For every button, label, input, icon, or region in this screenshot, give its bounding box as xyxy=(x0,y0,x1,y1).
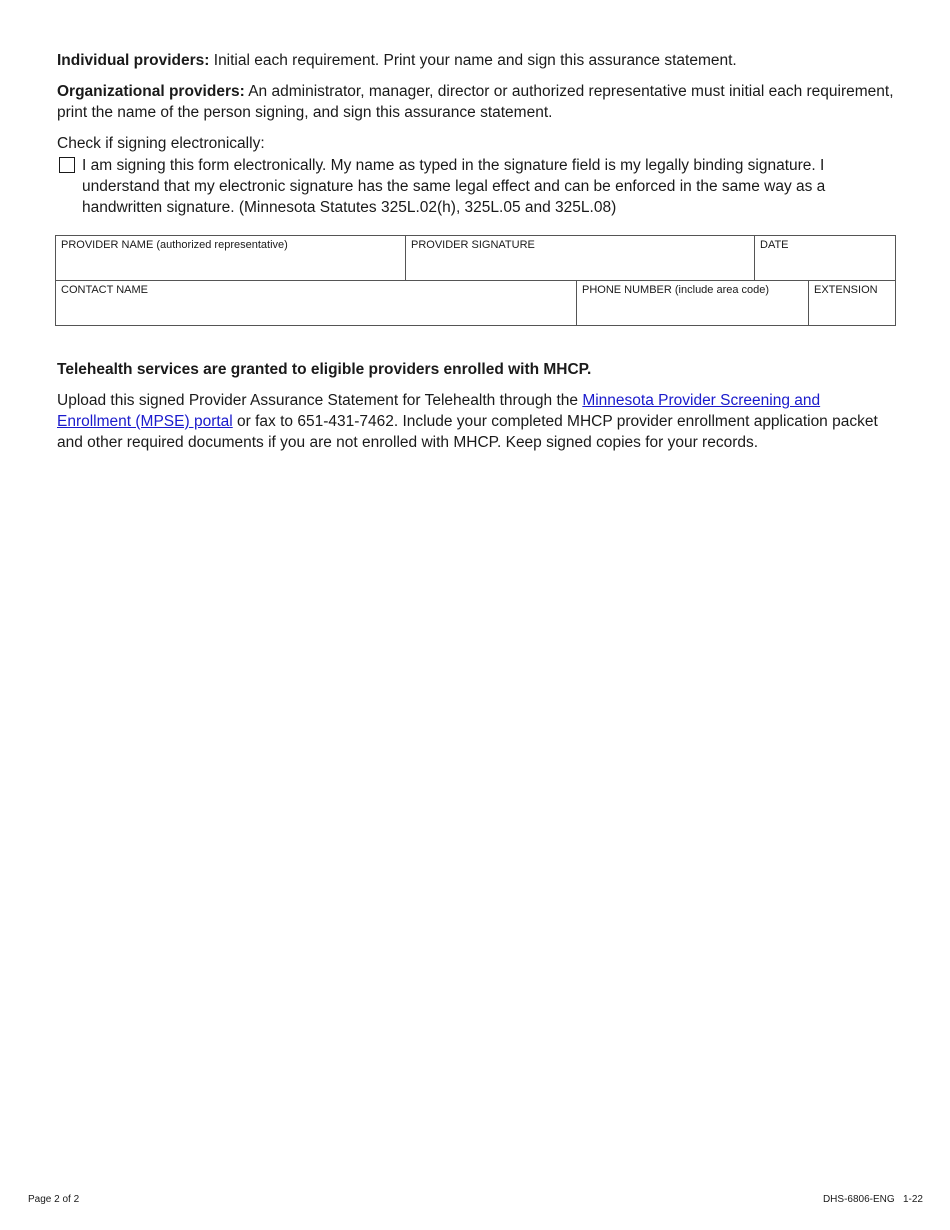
upload-instructions xyxy=(57,390,897,453)
organizational-providers-label: Organizational providers: xyxy=(57,83,245,100)
electronic-signature-row xyxy=(57,155,897,218)
phone-number-field[interactable]: PHONE NUMBER (include area code) xyxy=(577,281,809,326)
provider-signature-field[interactable]: PROVIDER SIGNATURE xyxy=(406,236,755,281)
organizational-providers-text: An administrator, manager, director or authorized representative must initial each requirement, print the name of the person signing, and sign this assurance statement. xyxy=(57,83,894,121)
signature-row xyxy=(56,236,896,281)
individual-providers-paragraph xyxy=(57,50,897,71)
provider-name-field[interactable]: PROVIDER NAME (authorized representative) xyxy=(56,236,406,281)
electronic-signature-checkbox[interactable] xyxy=(59,157,75,173)
upload-text-after: or fax to 651-431-7462. Include your completed MHCP provider enrollment application packet and other required documents if you are not enrolled with MHCP. Keep signed copies for your records. xyxy=(57,413,878,451)
telehealth-section xyxy=(57,359,897,453)
organizational-providers-paragraph xyxy=(57,81,897,123)
form-id: DHS-6806-ENG 1-22 xyxy=(822,1194,923,1205)
contact-row xyxy=(56,281,896,326)
instructions-section xyxy=(57,50,897,218)
extension-field[interactable]: EXTENSION xyxy=(809,281,896,326)
individual-providers-text: Initial each requirement. Print your name and sign this assurance statement. xyxy=(209,52,737,69)
contact-name-field[interactable]: CONTACT NAME xyxy=(56,281,577,326)
mpse-portal-link[interactable]: Minnesota Provider Screening and Enrollment (MPSE) portal xyxy=(57,392,821,430)
signature-table xyxy=(55,235,896,326)
individual-providers-label: Individual providers: xyxy=(57,52,210,69)
page-number: Page 2 of 2 xyxy=(28,1194,80,1205)
electronic-signing-prompt: Check if signing electronically: xyxy=(57,135,265,152)
date-field[interactable]: DATE xyxy=(755,236,896,281)
telehealth-heading: Telehealth services are granted to eligible providers enrolled with MHCP. xyxy=(57,361,592,378)
electronic-signature-statement: I am signing this form electronically. My name as typed in the signature field is my legally binding signature. I understand that my electronic signature has the same legal effect and can be enforced in the same way as a handwritten signature. (Minnesota Statutes 325L.02(h), 325L.05 and 325L.08) xyxy=(82,157,826,216)
upload-text-before: Upload this signed Provider Assurance Statement for Telehealth through the xyxy=(57,392,583,409)
